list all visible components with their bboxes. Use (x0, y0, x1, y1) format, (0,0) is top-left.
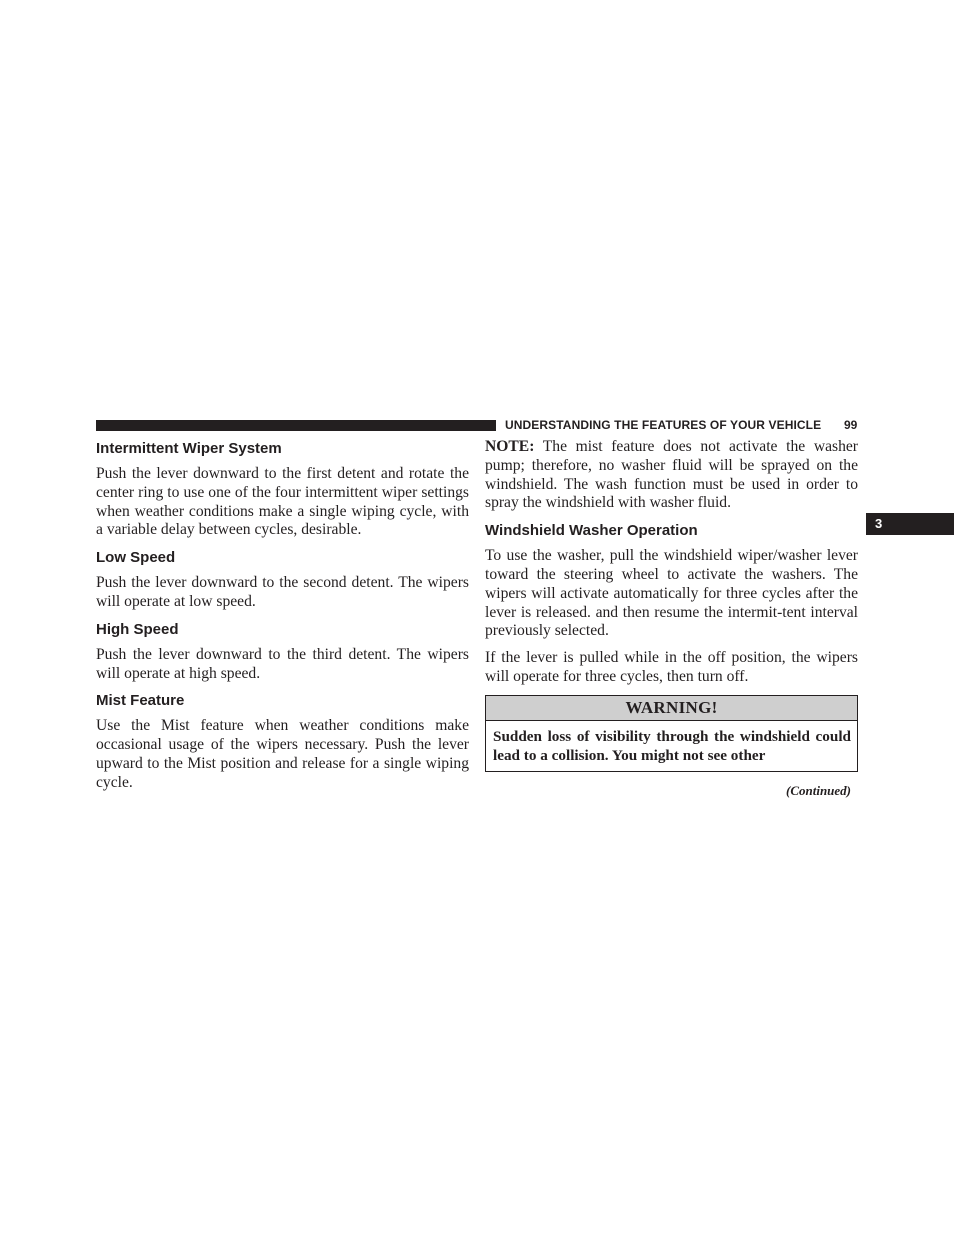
section-body-intermittent: Push the lever downward to the first detent and rotate the center ring to use one of the four intermittent wiper settings when weather conditions make a single wiping cycle, with a variable delay between cycles, desirable. (96, 465, 469, 539)
warning-box (485, 695, 858, 772)
page-number: 99 (844, 418, 858, 432)
running-header-title: UNDERSTANDING THE FEATURES OF YOUR VEHICLE (505, 418, 822, 432)
section-heading-washer: Windshield Washer Operation (485, 522, 698, 540)
note-text: The mist feature does not activate the washer pump; therefore, no washer fluid will be sprayed on the windshield. The wash function must be used in order to spray the windshield with washer fluid. (485, 438, 858, 512)
washer-paragraph-2: If the lever is pulled while in the off position, the wipers will operate for three cycles, then turn off. (485, 649, 858, 685)
section-heading-intermittent: Intermittent Wiper System (96, 440, 282, 457)
left-column (96, 438, 469, 801)
section-heading-low-speed: Low Speed (96, 549, 176, 567)
chapter-tab: 3 (866, 513, 954, 535)
warning-title: WARNING! (486, 696, 857, 721)
washer-paragraph-1: To use the washer, pull the windshield wiper/washer lever toward the steering wheel to activate the washers. The wipers will activate automatically for three cycles after the lever is released. and then resume the intermit-tent interval previously selected. (485, 547, 858, 640)
section-body-low-speed: Push the lever downward to the second detent. The wipers will operate at low speed. (96, 574, 469, 610)
section-body-mist: Use the Mist feature when weather conditions make occasional usage of the wipers necessary. Push the lever upward to the Mist position and release for a single wiping cycle. (96, 717, 469, 791)
note-paragraph (485, 438, 858, 513)
right-column (485, 438, 858, 799)
section-body-high-speed: Push the lever downward to the third detent. The wipers will operate at high speed. (96, 645, 469, 682)
note-label: NOTE: (485, 438, 535, 455)
warning-text: Sudden loss of visibility through the windshield could lead to a collision. You might not see other (493, 727, 851, 764)
section-heading-mist: Mist Feature (96, 692, 185, 710)
continued-label: (Continued) (785, 782, 851, 798)
section-heading-high-speed: High Speed (96, 620, 179, 638)
header-rule (96, 420, 496, 431)
